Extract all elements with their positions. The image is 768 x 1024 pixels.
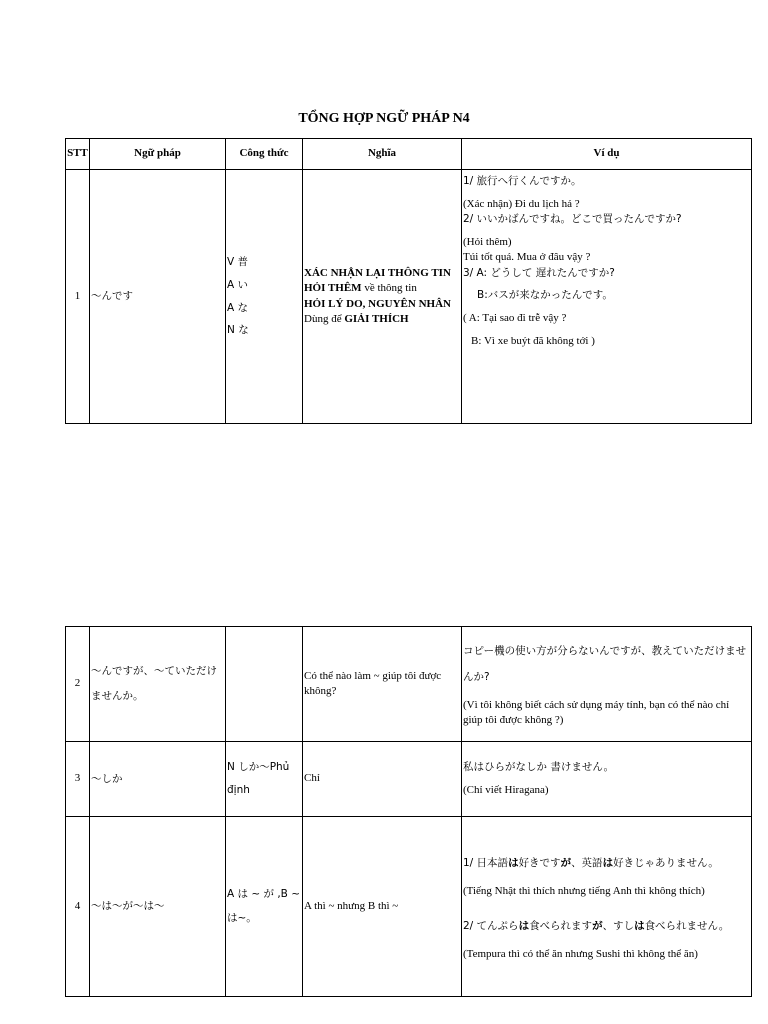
- row2-formula: [226, 627, 303, 742]
- row3-stt: 3: [66, 742, 90, 817]
- row1-grammar: ～んです: [90, 170, 226, 424]
- row4-meaning: A thì ~ nhưng B thì ~: [303, 817, 462, 997]
- formula-line: N な: [227, 324, 249, 337]
- row3-formula: N しか～Phủ định: [226, 742, 303, 817]
- example-line: (Tempura thì có thể ăn nhưng Sushi thì không thể ăn): [463, 947, 698, 960]
- example-line: (Tiếng Nhật thì thích nhưng tiếng Anh thì không thích): [463, 885, 705, 898]
- row1-examples: [462, 170, 752, 424]
- header-grammar: Ngữ pháp: [90, 139, 226, 170]
- example-line: コピー機の使い方が分らないんですが、教えていただけませんか?: [463, 645, 747, 683]
- table-header-row: [66, 139, 752, 170]
- row3-examples: [462, 742, 752, 817]
- row2-meaning: Có thể nào làm ~ giúp tôi được không?: [303, 627, 462, 742]
- header-examples: Ví dụ: [462, 139, 752, 170]
- meaning-bold: GIẢI THÍCH: [344, 312, 409, 325]
- row4-examples: [462, 817, 752, 997]
- example-line: 私はひらがなしか 書けません。: [463, 760, 614, 773]
- example-line: B: Vì xe buýt đã không tới ): [471, 335, 595, 348]
- row2-stt: 2: [66, 627, 90, 742]
- example-line: (Hỏi thêm): [463, 235, 512, 248]
- header-formula: Công thức: [226, 139, 303, 170]
- table-row: [66, 170, 752, 424]
- grammar-table-1: [65, 138, 752, 424]
- example-line: (Vì tôi không biết cách sử dụng máy tính, bạn có thể nào chỉ giúp tôi được không ?): [463, 698, 730, 727]
- formula-line: A な: [227, 301, 249, 314]
- meaning-text: về thông tin: [361, 282, 417, 295]
- meaning-line: HỎI LÝ DO, NGUYÊN NHÂN: [304, 297, 451, 310]
- example-line: 3/ A: どうして 遅れたんですか?: [463, 266, 615, 279]
- example-line: (Chỉ viết Hiragana): [463, 783, 549, 796]
- table-row: [66, 627, 752, 742]
- meaning-text: Dùng để: [304, 312, 345, 325]
- row4-stt: 4: [66, 817, 90, 997]
- row3-grammar: ～しか: [90, 742, 226, 817]
- row4-grammar: ～は～が～は～: [90, 817, 226, 997]
- header-stt: STT: [66, 139, 90, 170]
- table-row: [66, 742, 752, 817]
- page-title: TỔNG HỢP NGỮ PHÁP N4: [298, 111, 470, 126]
- example-line: 2/ いいかばんですね。どこで買ったんですか?: [463, 213, 682, 226]
- row1-meaning: [303, 170, 462, 424]
- example-line: 1/ 日本語は好きですが、英語は好きじゃありません。: [463, 856, 719, 869]
- row4-formula: A は ~ が ,B ~ は~。: [226, 817, 303, 997]
- row2-examples: [462, 627, 752, 742]
- formula-line: A い: [227, 278, 249, 291]
- row3-meaning: Chỉ: [303, 742, 462, 817]
- example-line: 2/ てんぷらは食べられますが、すしは食べられません。: [463, 919, 730, 932]
- row1-stt: 1: [66, 170, 90, 424]
- example-line: 1/ 旅行へ行くんですか。: [463, 175, 582, 187]
- meaning-line: XÁC NHẬN LẠI THÔNG TIN: [304, 266, 451, 279]
- meaning-bold: HỎI THÊM: [304, 282, 362, 295]
- example-line: B:バスが来なかったんです。: [477, 289, 613, 302]
- formula-line: V 普: [227, 256, 249, 269]
- example-line: Túi tốt quá. Mua ở đâu vậy ?: [463, 251, 591, 264]
- row1-formula: [226, 170, 303, 424]
- table-row: [66, 817, 752, 997]
- header-meaning: Nghĩa: [303, 139, 462, 170]
- row2-grammar: ～んですが、～ていただけませんか。: [90, 627, 226, 742]
- example-line: (Xác nhận) Đi du lịch hả ?: [463, 197, 580, 210]
- example-line: ( A: Tại sao đi trễ vậy ?: [463, 311, 567, 324]
- grammar-table-2: [65, 626, 752, 997]
